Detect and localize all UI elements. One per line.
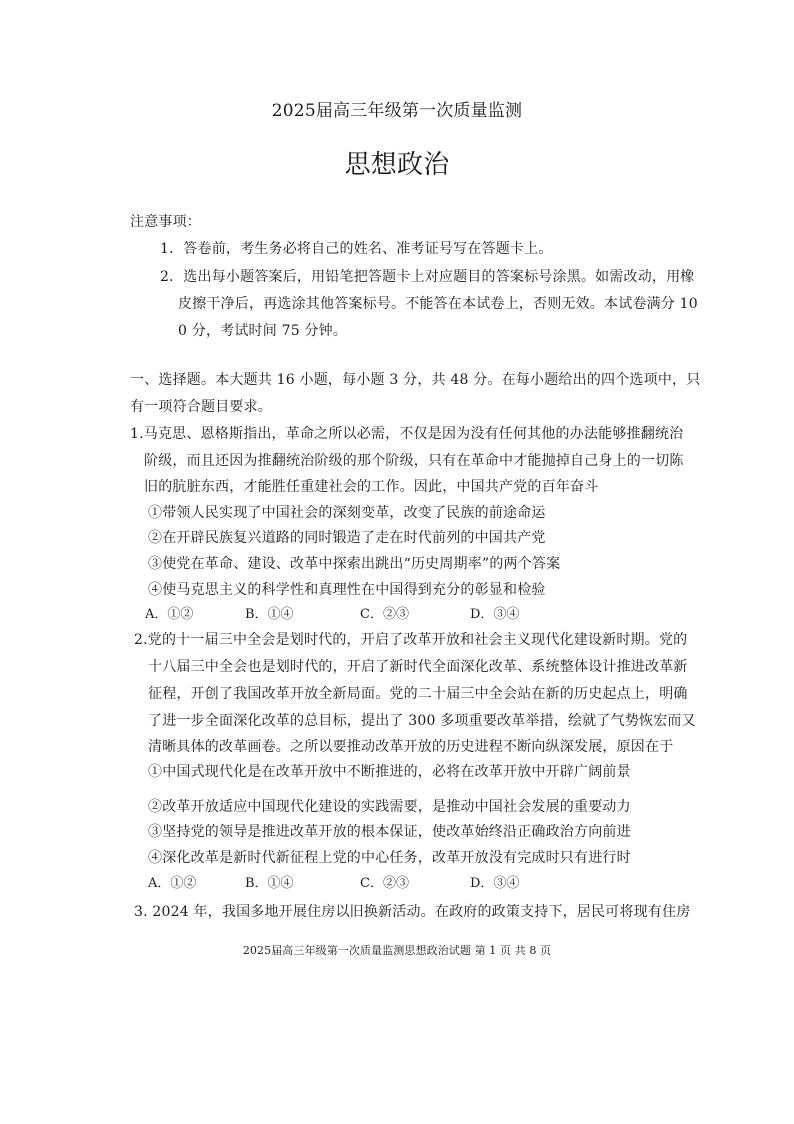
exam-header-title: 2025届高三年级第一次质量监测: [271, 101, 523, 121]
q1-statement-3: ③使党在革命、建设、改革中探索出跳出“历史周期率”的两个答案: [148, 556, 561, 572]
subject-title: 思想政治: [344, 150, 450, 180]
q2-statement-4: ④深化改革是新时代新征程上党的中心任务，改革开放没有完成时只有进行时: [148, 850, 631, 866]
q2-stem-line4: 了进一步全面深化改革的总目标，提出了 300 多项重要改革举措，绘就了气势恢宏而又: [148, 713, 696, 729]
q2-stem-line5: 清晰具体的改革画卷。之所以要推动改革开放的历史进程不断向纵深发展，原因在于: [148, 739, 674, 755]
q2-statement-3: ③坚持党的领导是推进改革开放的根本保证，使改革始终沿正确政治方向前进: [148, 824, 631, 840]
q2-statement-1: ①中国式现代化是在改革开放中不断推进的，必将在改革开放中开辟广阔前景: [148, 764, 631, 780]
q1-statement-1: ①带领人民实现了中国社会的深刻变革，改变了民族的前途命运: [148, 505, 546, 521]
notice-item-2-line1: 2．选出每小题答案后，用铅笔把答题卡上对应题目的答案标号涂黑。如需改动，用橡: [160, 269, 695, 285]
q2-option-b: B．①④: [245, 876, 294, 891]
page-footer: 2025届高三年级第一次质量监测思想政治试题 第 1 页 共 8 页: [242, 944, 552, 957]
q3-stem-line1: 3. 2024 年，我国多地开展住房以旧换新活动。在政府的政策支持下，居民可将现有住房: [134, 904, 691, 920]
q2-statement-2: ②改革开放适应中国现代化建设的实践需要，是推动中国社会发展的重要动力: [148, 799, 631, 815]
q1-option-a: A．①②: [145, 607, 194, 622]
notice-item-1: 1．答卷前，考生务必将自己的姓名、准考证号写在答题卡上。: [160, 241, 553, 257]
q1-stem-line3: 旧的肮脏东西，才能胜任重建社会的工作。因此，中国共产党的百年奋斗: [144, 479, 599, 495]
q2-stem-line3: 征程，开创了我国改革开放全新局面。党的二十届三中全会站在新的历史起点上，明确: [148, 686, 688, 702]
notice-heading: 注意事项：: [130, 214, 201, 230]
section-instruction-line2: 有一项符合题目要求。: [130, 399, 272, 415]
q1-stem-line1: 1.马克思、恩格斯指出，革命之所以必需，不仅是因为没有任何其他的办法能够推翻统治: [130, 426, 684, 442]
q2-option-a: A．①②: [148, 876, 197, 891]
q1-statement-2: ②在开辟民族复兴道路的同时锻造了走在时代前列的中国共产党: [148, 530, 546, 546]
q1-statement-4: ④使马克思主义的科学性和真理性在中国得到充分的彰显和检验: [148, 582, 546, 598]
q2-stem-line2: 十八届三中全会也是划时代的，开启了新时代全面深化改革、系统整体设计推进改革新: [148, 659, 688, 675]
q1-option-c: C．②③: [360, 607, 409, 622]
section-instruction-line1: 一、选择题。本大题共 16 小题，每小题 3 分，共 48 分。在每小题给出的四个选项中，只: [130, 372, 701, 388]
q1-option-b: B．①④: [245, 607, 294, 622]
notice-item-2-line2: 皮擦干净后，再选涂其他答案标号。不能答在本试卷上，否则无效。本试卷满分 10: [178, 296, 698, 312]
q2-option-d: D．③④: [470, 876, 520, 891]
notice-item-2-line3: 0 分，考试时间 75 分钟。: [178, 323, 348, 339]
q2-option-c: C．②③: [360, 876, 409, 891]
q2-stem-line1: 2.党的十一届三中全会是划时代的，开启了改革开放和社会主义现代化建设新时期。党的: [134, 632, 688, 648]
q1-stem-line2: 阶级，而且还因为推翻统治阶级的那个阶级，只有在革命中才能抛掉自己身上的一切陈: [144, 453, 684, 469]
q1-option-d: D．③④: [470, 607, 520, 622]
